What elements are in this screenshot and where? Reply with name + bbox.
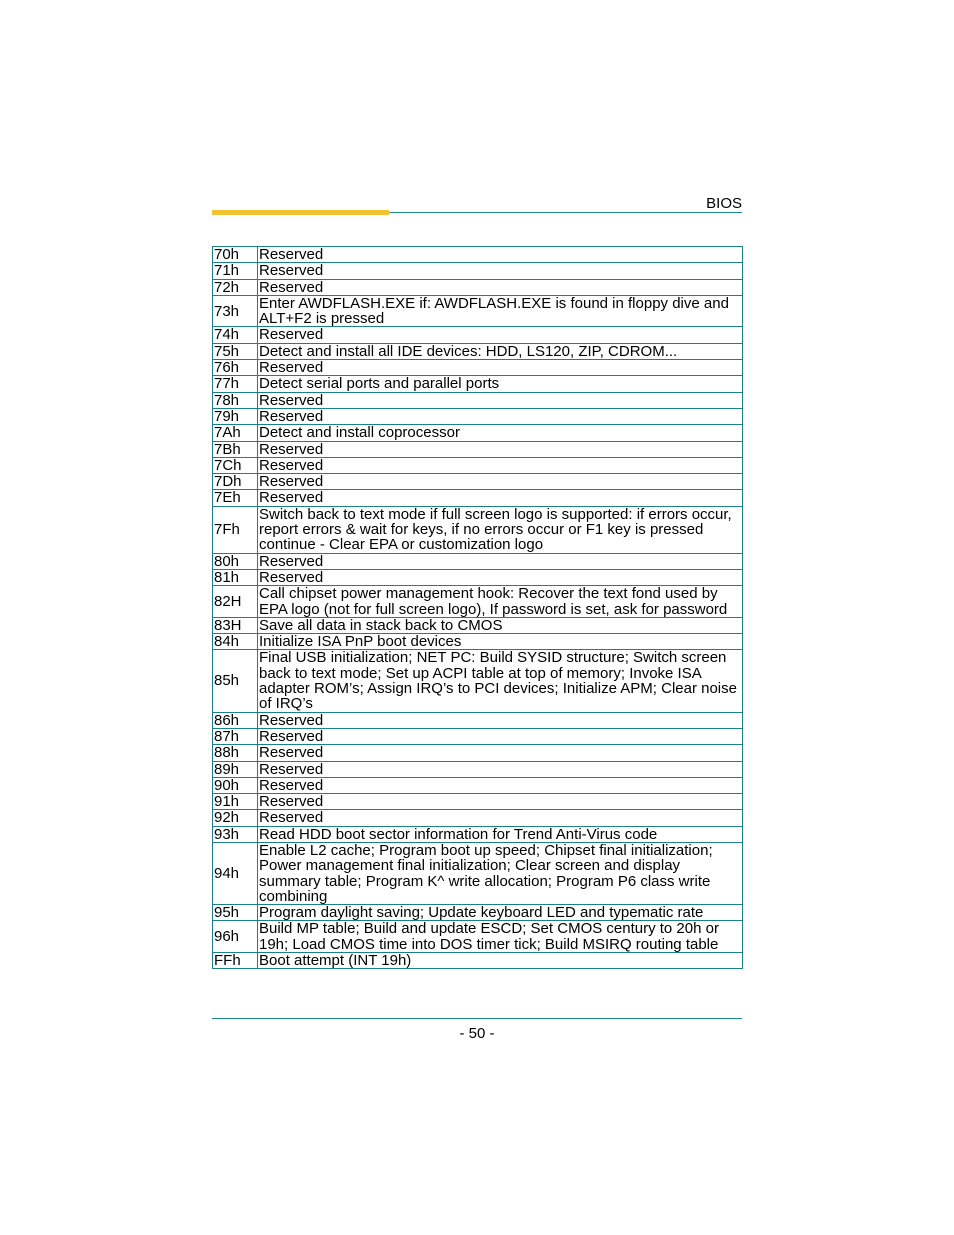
table-row	[213, 745, 743, 761]
description-cell: Reserved	[258, 327, 743, 343]
post-code-cell: 71h	[213, 263, 258, 279]
table-row	[213, 553, 743, 569]
table-row	[213, 586, 743, 618]
description-cell: Enter AWDFLASH.EXE if: AWDFLASH.EXE is found in floppy dive and ALT+F2 is pressed	[258, 295, 743, 327]
description-cell: Reserved	[258, 745, 743, 761]
table-row	[213, 826, 743, 842]
description-cell: Reserved	[258, 553, 743, 569]
description-cell: Reserved	[258, 360, 743, 376]
description-cell: Program daylight saving; Update keyboard LED and typematic rate	[258, 905, 743, 921]
post-code-cell: 78h	[213, 392, 258, 408]
description-cell: Save all data in stack back to CMOS	[258, 617, 743, 633]
description-cell: Final USB initialization; NET PC: Build SYSID structure; Switch screen back to text mode; Set up ACPI table at top of memory; Invoke ISA adapter ROM’s; Assign IRQ’s to PCI devices; Initialize APM; Clear noise of IRQ’s	[258, 650, 743, 712]
description-cell: Reserved	[258, 441, 743, 457]
post-code-cell: 90h	[213, 777, 258, 793]
table-row	[213, 650, 743, 712]
description-cell: Reserved	[258, 474, 743, 490]
description-cell: Reserved	[258, 490, 743, 506]
description-cell: Build MP table; Build and update ESCD; Set CMOS century to 20h or 19h; Load CMOS time into DOS timer tick; Build MSIRQ routing table	[258, 921, 743, 953]
table-row	[213, 474, 743, 490]
table-row	[213, 343, 743, 359]
section-title: BIOS	[706, 195, 742, 212]
description-cell: Switch back to text mode if full screen logo is supported: if errors occur, report errors & wait for keys, if no errors occur or F1 key is pressed continue - Clear EPA or customization logo	[258, 506, 743, 553]
description-cell: Initialize ISA PnP boot devices	[258, 634, 743, 650]
table-row	[213, 247, 743, 263]
description-cell: Detect and install all IDE devices: HDD, LS120, ZIP, CDROM...	[258, 343, 743, 359]
post-code-cell: 92h	[213, 810, 258, 826]
page-number: - 50 -	[459, 1025, 495, 1042]
table-row	[213, 425, 743, 441]
table-row	[213, 327, 743, 343]
post-code-cell: 70h	[213, 247, 258, 263]
table-row	[213, 457, 743, 473]
header-accent-bar	[212, 210, 390, 215]
post-code-cell: 85h	[213, 650, 258, 712]
post-code-cell: 83H	[213, 617, 258, 633]
table-row	[213, 376, 743, 392]
description-cell: Enable L2 cache; Program boot up speed; Chipset final initialization; Power management final initialization; Clear screen and display summary table; Program K^ write allocation; Program P6 class write combining	[258, 842, 743, 904]
post-code-cell: FFh	[213, 953, 258, 969]
description-cell: Call chipset power management hook: Recover the text fond used by EPA logo (not for full screen logo), If password is set, ask for password	[258, 586, 743, 618]
description-cell: Reserved	[258, 408, 743, 424]
description-cell: Reserved	[258, 263, 743, 279]
description-cell: Reserved	[258, 777, 743, 793]
table-row	[213, 777, 743, 793]
post-code-cell: 88h	[213, 745, 258, 761]
table-row	[213, 761, 743, 777]
table-row	[213, 810, 743, 826]
table-row	[213, 794, 743, 810]
post-code-cell: 80h	[213, 553, 258, 569]
post-code-cell: 81h	[213, 569, 258, 585]
table-row	[213, 279, 743, 295]
post-code-cell: 7Eh	[213, 490, 258, 506]
post-code-cell: 95h	[213, 905, 258, 921]
post-code-cell: 82H	[213, 586, 258, 618]
table-row	[213, 712, 743, 728]
post-code-cell: 75h	[213, 343, 258, 359]
description-cell: Read HDD boot sector information for Trend Anti-Virus code	[258, 826, 743, 842]
post-code-cell: 7Dh	[213, 474, 258, 490]
post-code-cell: 96h	[213, 921, 258, 953]
description-cell: Reserved	[258, 569, 743, 585]
post-code-rows	[213, 247, 743, 969]
post-code-cell: 7Ch	[213, 457, 258, 473]
post-code-cell: 89h	[213, 761, 258, 777]
description-cell: Reserved	[258, 761, 743, 777]
post-code-cell: 72h	[213, 279, 258, 295]
description-cell: Reserved	[258, 794, 743, 810]
footer-rule	[212, 1018, 742, 1019]
description-cell: Detect serial ports and parallel ports	[258, 376, 743, 392]
table-row	[213, 295, 743, 327]
post-code-cell: 79h	[213, 408, 258, 424]
table-row	[213, 617, 743, 633]
table-row	[213, 905, 743, 921]
post-code-cell: 76h	[213, 360, 258, 376]
description-cell: Reserved	[258, 247, 743, 263]
table-row	[213, 728, 743, 744]
table-row	[213, 441, 743, 457]
post-code-cell: 7Fh	[213, 506, 258, 553]
description-cell: Reserved	[258, 457, 743, 473]
post-code-cell: 73h	[213, 295, 258, 327]
table-row	[213, 921, 743, 953]
table-row	[213, 634, 743, 650]
description-cell: Detect and install coprocessor	[258, 425, 743, 441]
description-cell: Boot attempt (INT 19h)	[258, 953, 743, 969]
post-code-cell: 84h	[213, 634, 258, 650]
table-row	[213, 842, 743, 904]
table-row	[213, 569, 743, 585]
post-code-cell: 77h	[213, 376, 258, 392]
table-row	[213, 953, 743, 969]
description-cell: Reserved	[258, 728, 743, 744]
table-row	[213, 263, 743, 279]
post-code-table	[212, 246, 743, 969]
post-code-cell: 7Ah	[213, 425, 258, 441]
description-cell: Reserved	[258, 279, 743, 295]
post-code-cell: 93h	[213, 826, 258, 842]
table-row	[213, 360, 743, 376]
post-code-cell: 91h	[213, 794, 258, 810]
post-code-cell: 87h	[213, 728, 258, 744]
table-row	[213, 392, 743, 408]
description-cell: Reserved	[258, 810, 743, 826]
description-cell: Reserved	[258, 392, 743, 408]
table-row	[213, 490, 743, 506]
post-code-cell: 7Bh	[213, 441, 258, 457]
description-cell: Reserved	[258, 712, 743, 728]
post-code-cell: 74h	[213, 327, 258, 343]
table-row	[213, 506, 743, 553]
table-row	[213, 408, 743, 424]
post-code-cell: 94h	[213, 842, 258, 904]
post-code-cell: 86h	[213, 712, 258, 728]
